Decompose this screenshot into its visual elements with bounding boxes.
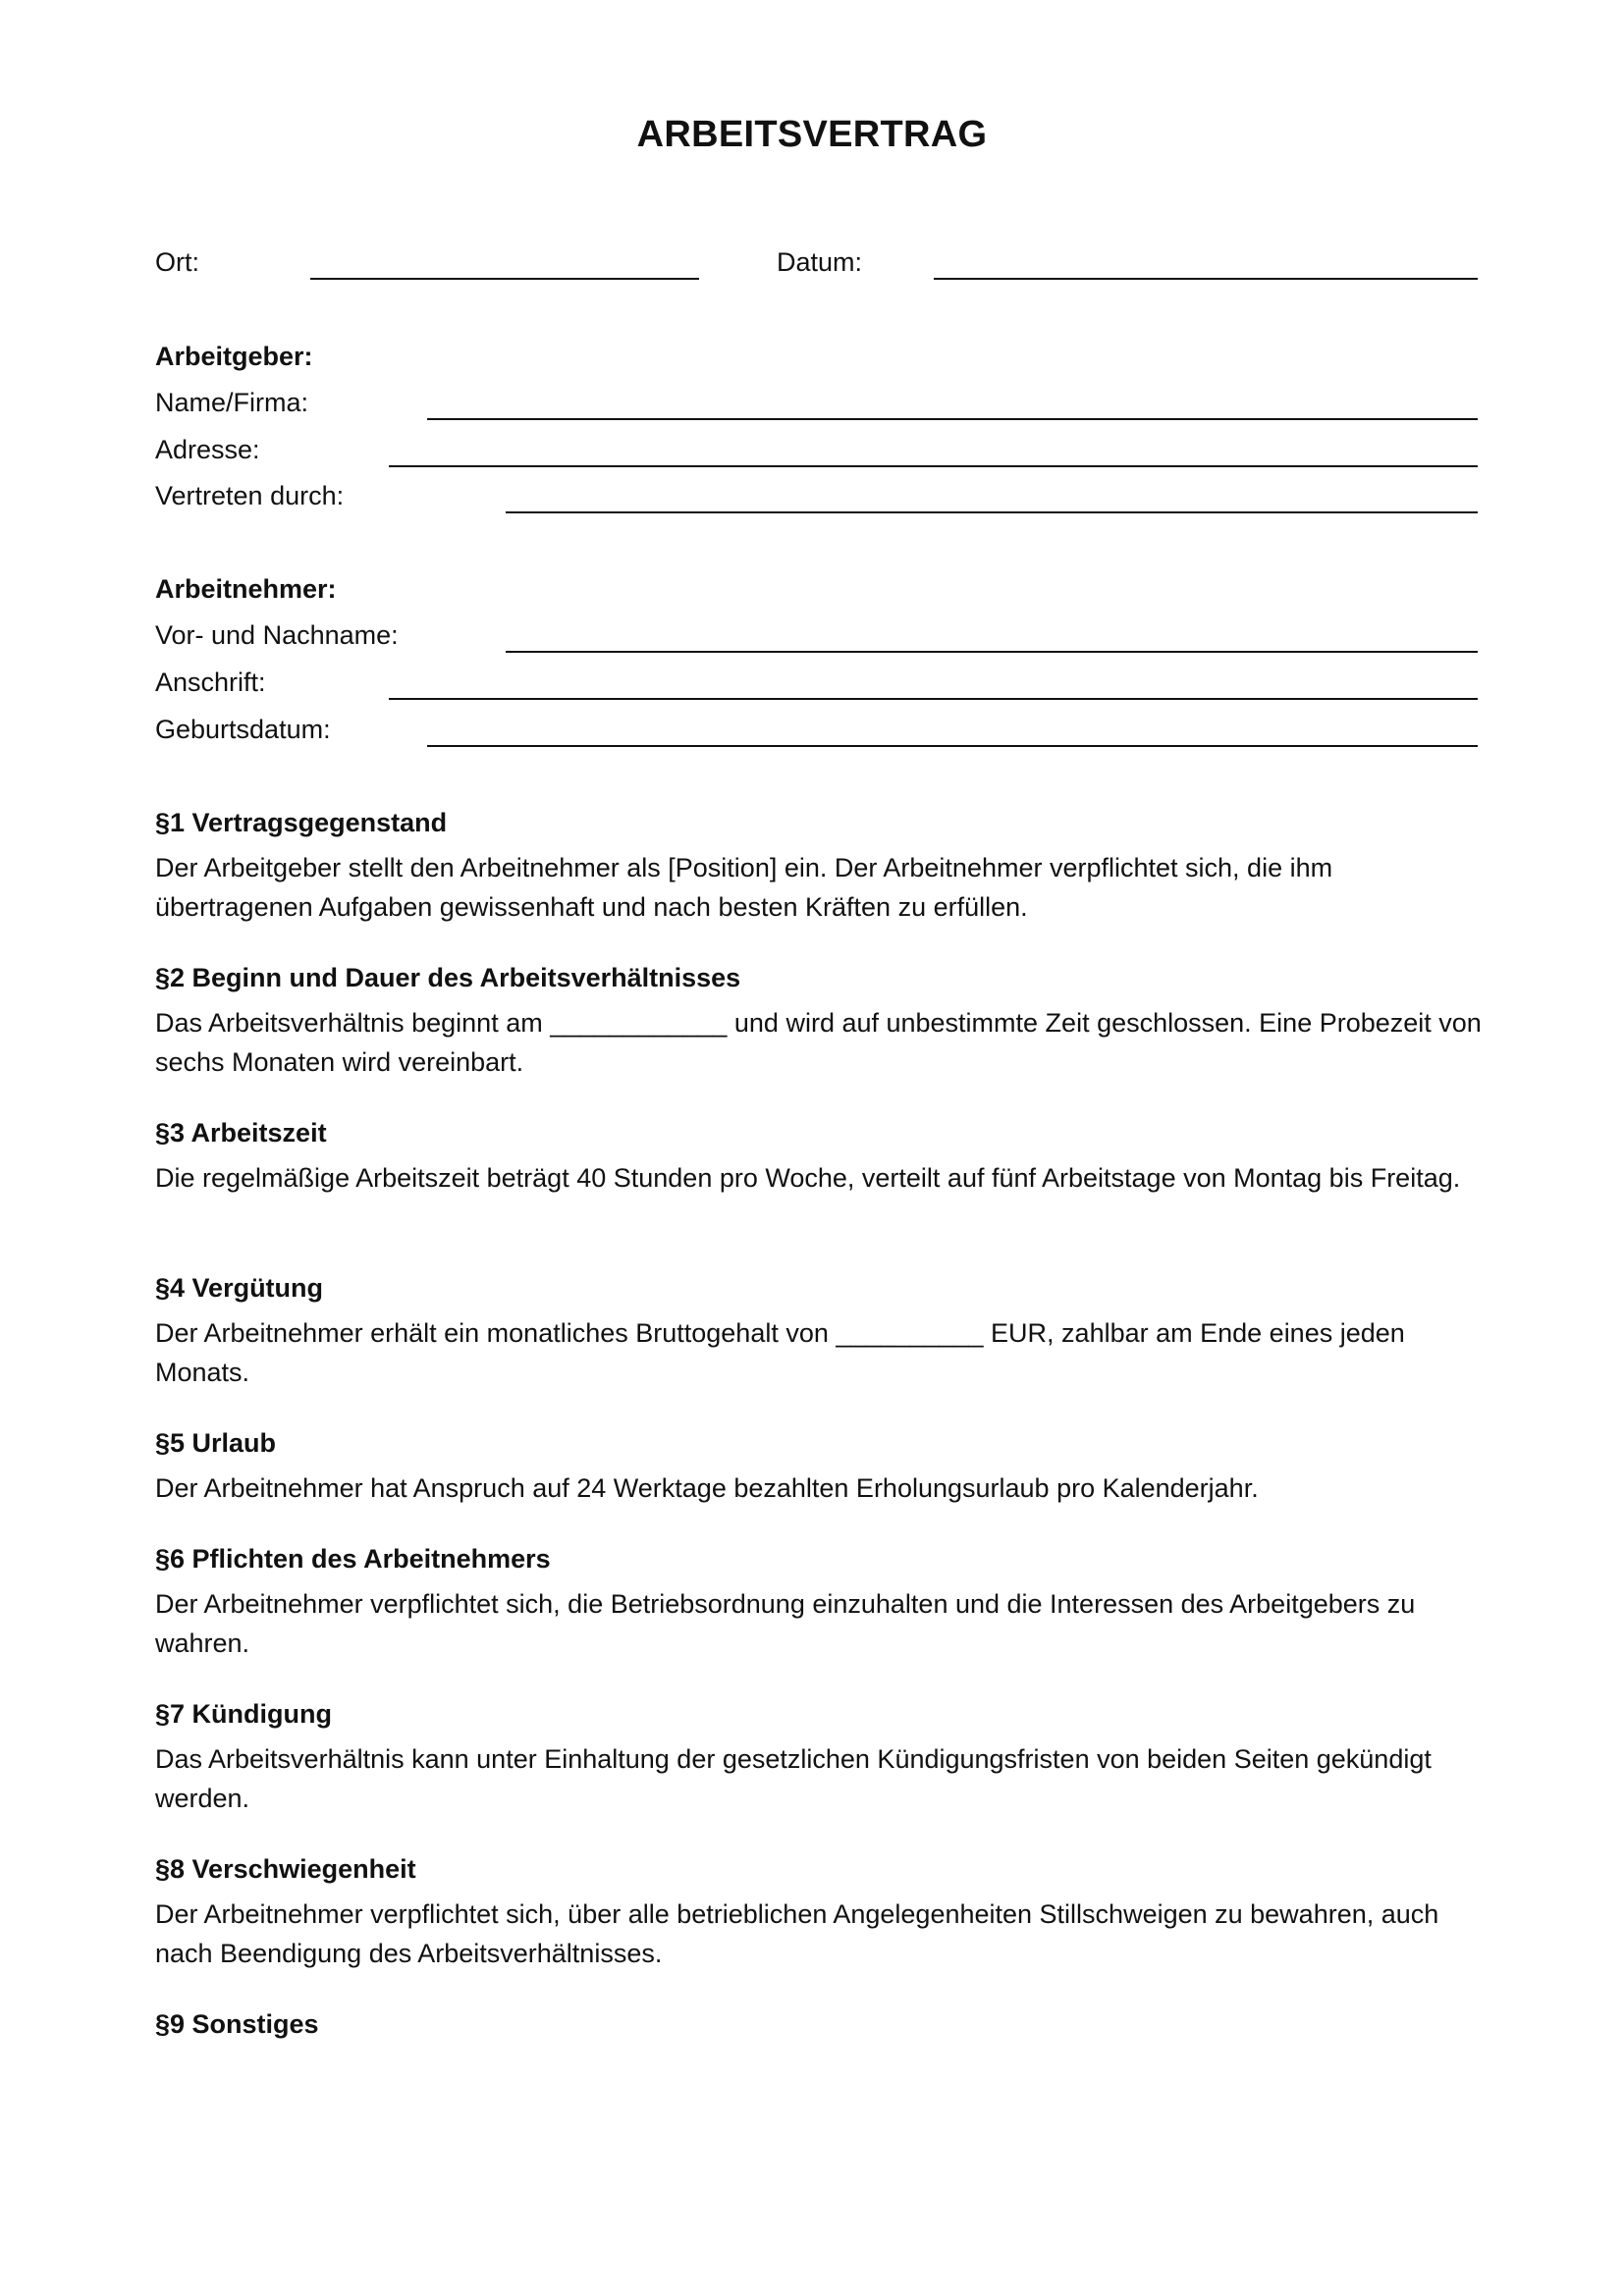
employee-name-field[interactable]: [506, 651, 1478, 653]
section-3-body: Die regelmäßige Arbeitszeit beträgt 40 Stunden pro Woche, verteilt auf fünf Arbeitstage von Montag bis Freitag.: [155, 1163, 1461, 1193]
section-3-title: §3 Arbeitszeit: [155, 1118, 327, 1148]
section-6-title: §6 Pflichten des Arbeitnehmers: [155, 1544, 551, 1574]
employee-address-label: Anschrift:: [155, 667, 266, 697]
ort-field[interactable]: [310, 278, 699, 280]
section-1-title: §1 Vertragsgegenstand: [155, 808, 448, 837]
section-8-title: §8 Verschwiegenheit: [155, 1854, 416, 1884]
section-6-body: Der Arbeitnehmer verpflichtet sich, die Betriebsordnung einzuhalten und die Interessen des Arbeitgebers zu wahren.: [155, 1589, 1416, 1658]
employer-address-label: Adresse:: [155, 435, 260, 464]
employer-representative-field[interactable]: [506, 511, 1478, 513]
section-5-body: Der Arbeitnehmer hat Anspruch auf 24 Werktage bezahlten Erholungsurlaub pro Kalenderjahr.: [155, 1473, 1259, 1503]
section-7-title: §7 Kündigung: [155, 1699, 332, 1729]
employer-address-field[interactable]: [389, 465, 1478, 467]
employee-name-label: Vor- und Nachname:: [155, 620, 399, 650]
employer-name-label: Name/Firma:: [155, 388, 309, 417]
employer-name-field[interactable]: [427, 418, 1478, 420]
employee-address-field[interactable]: [389, 698, 1478, 700]
section-9-title: §9 Sonstiges: [155, 2009, 319, 2039]
ort-label: Ort:: [155, 247, 199, 277]
section-5-title: §5 Urlaub: [155, 1428, 277, 1458]
employer-heading: Arbeitgeber:: [155, 342, 313, 371]
section-2-title: §2 Beginn und Dauer des Arbeitsverhältnisses: [155, 963, 741, 992]
datum-field[interactable]: [934, 278, 1478, 280]
document-title: ARBEITSVERTRAG: [636, 114, 988, 155]
section-2-body: Das Arbeitsverhältnis beginnt am ____________ und wird auf unbestimmte Zeit geschlossen. Eine Probezeit von sechs Monaten wird vereinbart.: [155, 1008, 1482, 1077]
employee-birthdate-label: Geburtsdatum:: [155, 715, 331, 744]
section-8-body: Der Arbeitnehmer verpflichtet sich, über alle betrieblichen Angelegenheiten Stillschweigen zu bewahren, auch nach Beendigung des Arbeitsverhältnisses.: [155, 1899, 1439, 1968]
employee-heading: Arbeitnehmer:: [155, 574, 337, 604]
section-7-body: Das Arbeitsverhältnis kann unter Einhaltung der gesetzlichen Kündigungsfristen von beiden Seiten gekündigt werden.: [155, 1744, 1432, 1813]
section-4-title: §4 Vergütung: [155, 1273, 324, 1303]
section-4-body: Der Arbeitnehmer erhält ein monatliches Bruttogehalt von __________ EUR, zahlbar am Ende eines jeden Monats.: [155, 1318, 1405, 1387]
section-1-body: Der Arbeitgeber stellt den Arbeitnehmer als [Position] ein. Der Arbeitnehmer verpflichtet sich, die ihm übertragenen Aufgaben gewissenhaft und nach besten Kräften zu erfüllen.: [155, 853, 1333, 922]
datum-label: Datum:: [777, 247, 863, 277]
employer-representative-label: Vertreten durch:: [155, 481, 345, 510]
employee-birthdate-field[interactable]: [427, 745, 1478, 747]
